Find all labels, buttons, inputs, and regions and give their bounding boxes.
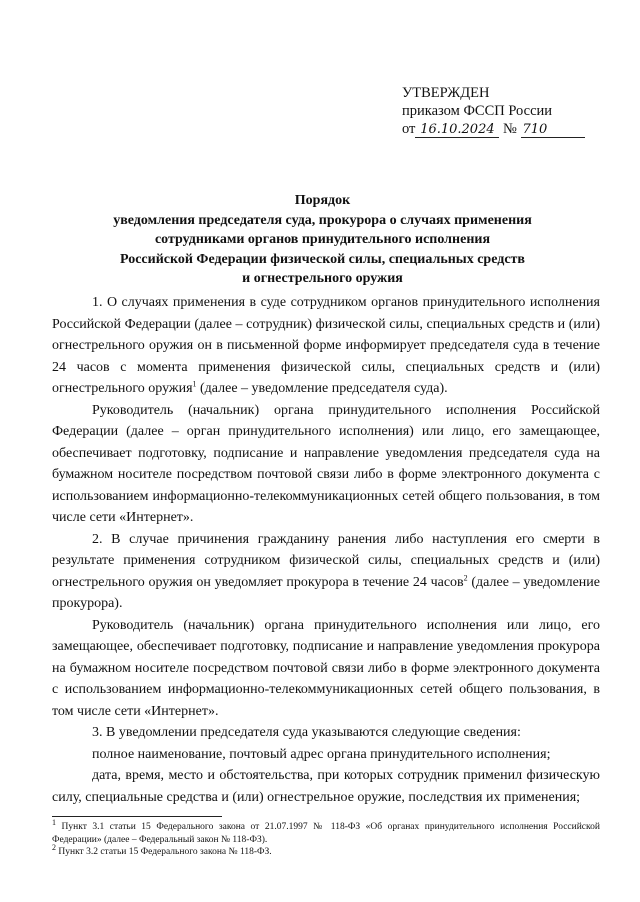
title-line-4: Российской Федерации физической силы, специальных средств [120,251,525,267]
approval-from-prefix: от [402,121,416,137]
document-body [52,292,600,808]
approval-heading: УТВЕРЖДЕН [402,85,490,101]
handwritten-date: 16.10.2024 [415,123,499,138]
footnote-2-text: Пункт 3.2 статьи 15 Федерального закона № 118-ФЗ. [56,847,272,857]
approval-date-number [402,120,602,138]
title-line-5: и огнестрельного оружия [242,271,403,286]
approval-order: приказом ФССП России [402,103,553,119]
approval-block [402,84,602,138]
paragraph-3-text: 2. В случае причинения гражданину ранения либо наступления его смерти в результате применения сотрудником физической силы, специальных средств и (или) огнестрельного оружия он уведомляет прокурора в течение 24 часов [52,531,600,590]
paragraph-5: 3. В уведомлении председателя суда указываются следующие сведения: [92,725,521,740]
footnote-ref-2: 2 [463,572,468,582]
footnote-ref-1: 1 [192,379,197,389]
footnote-2-number: 2 [52,842,56,852]
footnotes [52,817,600,859]
document-title [60,191,585,289]
handwritten-number: 710 [521,123,585,138]
footnote-1-number: 1 [52,817,56,827]
number-sign: № [503,121,517,137]
footnote-2 [52,842,600,859]
footnote-separator [52,816,222,817]
paragraph-7: дата, время, место и обстоятельства, при которых сотрудник применил физическую силу, специальные средства и (или) огнестрельное оружие, последствия их применения; [52,768,600,805]
paragraph-3-tail: (далее – уведомление прокурора). [52,574,600,611]
title-line-1: Порядок [294,193,351,208]
paragraph-4: Руководитель (начальник) органа принудительного исполнения или лицо, его замещающее, обеспечивает подготовку, подписание и направление уведомления прокурора на бумажном носителе посредством почтовой связи либо в форме электронного документа с использованием информационно-телекоммуникационных сетей общего пользования, в том числе сети «Интернет». [52,617,600,719]
paragraph-2: Руководитель (начальник) органа принудительного исполнения Российской Федерации (далее – орган принудительного исполнения) или лицо, его замещающее, обеспечивает подготовку, подписание и направление уведомления председателя суда на бумажном носителе посредством почтовой связи либо в форме электронного документа с использованием информационно-телекоммуникационных сетей общего пользования, в том числе сети «Интернет». [52,402,600,525]
footnote-1-text: Пункт 3.1 статьи 15 Федерального закона от 21.07.1997 № 118-ФЗ «Об органах принудительного исполнения Российской Федерации» (далее – Федеральный закон № 118-ФЗ). [52,822,600,845]
paragraph-3 [52,529,600,615]
title-line-3: сотрудниками органов принудительного исполнения [154,232,491,247]
paragraph-1-text: 1. О случаях применения в суде сотрудником органов принудительного исполнения Российской Федерации (далее – сотрудник) физической силы, специальных средств и (или) огнестрельного оружия он в письменной форме информирует председателя суда в течение 24 часов с момента применения физической силы, специальных средств и (или) огнестрельного оружия [52,295,600,396]
paragraph-6: полное наименование, почтовый адрес органа принудительного исполнения; [92,746,551,762]
footnote-1 [52,817,600,846]
paragraph-1-tail: (далее – уведомление председателя суда). [196,381,448,396]
title-line-2: уведомления председателя суда, прокурора о случаях применения [113,212,532,228]
paragraph-1 [52,292,600,400]
